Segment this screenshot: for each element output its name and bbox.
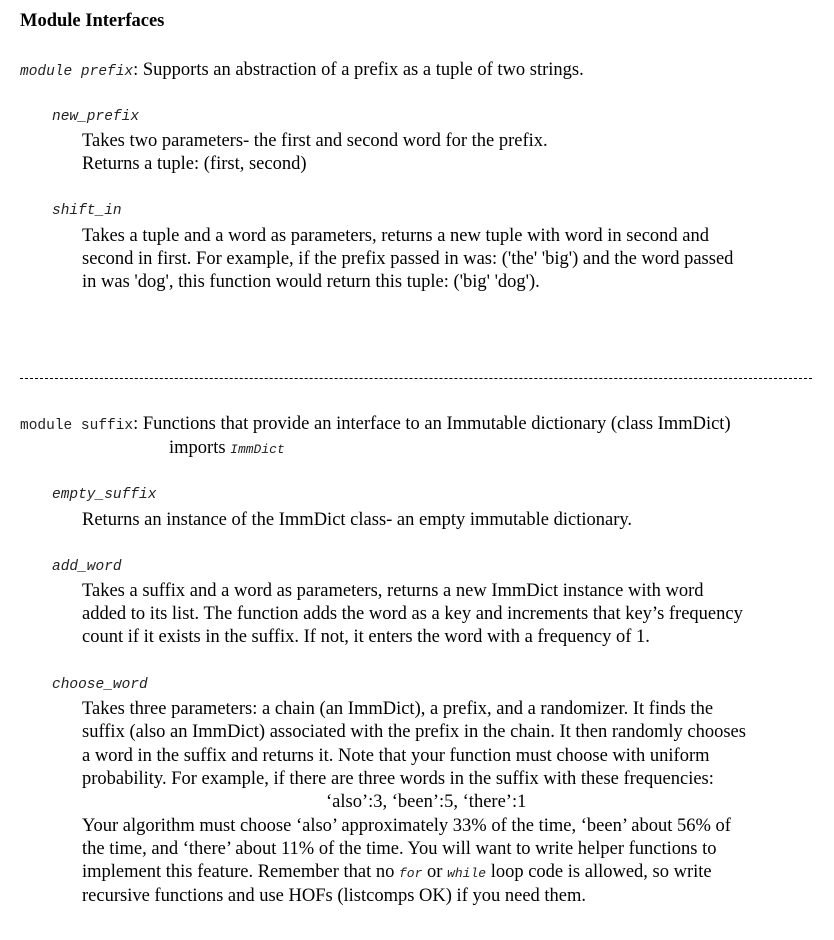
dashed-divider [20, 378, 812, 379]
function-desc-line: second in first. For example, if the prefix passed in was: ('the' 'big') and the word passed [82, 249, 734, 269]
text-segment: implement this feature. Remember that no [82, 862, 399, 882]
function-desc-line: Takes a tuple and a word as parameters, returns a new tuple with word in second and [82, 226, 709, 246]
text-segment: or [422, 862, 448, 882]
function-name: shift_in [52, 203, 122, 219]
function-name: choose_word [52, 677, 148, 693]
while-keyword: while [447, 866, 487, 881]
imports-label: imports [169, 438, 226, 458]
function-name: empty_suffix [52, 487, 157, 503]
function-desc-line: recursive functions and use HOFs (listcomps OK) if you need them. [82, 886, 587, 906]
function-desc-line: the time, and ‘there’ about 11% of the time. You will want to write helper functions to [82, 839, 717, 859]
function-desc-line: suffix (also an ImmDict) associated with the prefix in the chain. It then randomly chooses [82, 722, 746, 742]
function-desc-line: a word in the suffix and returns it. Note that your function must choose with uniform [82, 746, 710, 766]
function-name: add_word [52, 559, 122, 575]
function-desc-line: Returns a tuple: (first, second) [82, 154, 307, 174]
page-title: Module Interfaces [20, 11, 165, 31]
function-desc-line: Takes two parameters- the first and second word for the prefix. [82, 131, 548, 151]
function-desc-line: Takes a suffix and a word as parameters, returns a new ImmDict instance with word [82, 581, 704, 601]
function-name: new_prefix [52, 109, 140, 125]
text-segment: loop code is allowed, so write [486, 862, 712, 882]
function-desc-line: count if it exists in the suffix. If not, it enters the word with a frequency of 1. [82, 627, 650, 647]
function-desc-line: Takes three parameters: a chain (an ImmDict), a prefix, and a randomizer. It finds the [82, 699, 714, 719]
module-keyword: module suffix [20, 418, 134, 434]
function-desc-line: Your algorithm must choose ‘also’ approximately 33% of the time, ‘been’ about 56% of [82, 816, 731, 836]
imports-line [169, 437, 285, 461]
function-desc-line: added to its list. The function adds the word as a key and increments that key’s frequency [82, 604, 743, 624]
frequency-example: ‘also’:3, ‘been’:5, ‘there’:1 [326, 792, 527, 812]
function-desc-line: Returns an instance of the ImmDict class- an empty immutable dictionary. [82, 510, 633, 530]
imports-value: ImmDict [230, 442, 285, 457]
module-description: : Functions that provide an interface to an Immutable dictionary (class ImmDict) [133, 414, 731, 434]
function-desc-line: in was 'dog', this function would return this tuple: ('big' 'dog'). [82, 272, 540, 292]
module-description: : Supports an abstraction of a prefix as a tuple of two strings. [133, 60, 584, 80]
suffix-module-heading [20, 413, 731, 438]
prefix-module-heading [20, 59, 584, 84]
function-desc-line [82, 861, 712, 885]
for-keyword: for [398, 866, 423, 881]
module-keyword: module prefix [20, 64, 134, 80]
function-desc-line: probability. For example, if there are three words in the suffix with these frequencies: [82, 769, 714, 789]
